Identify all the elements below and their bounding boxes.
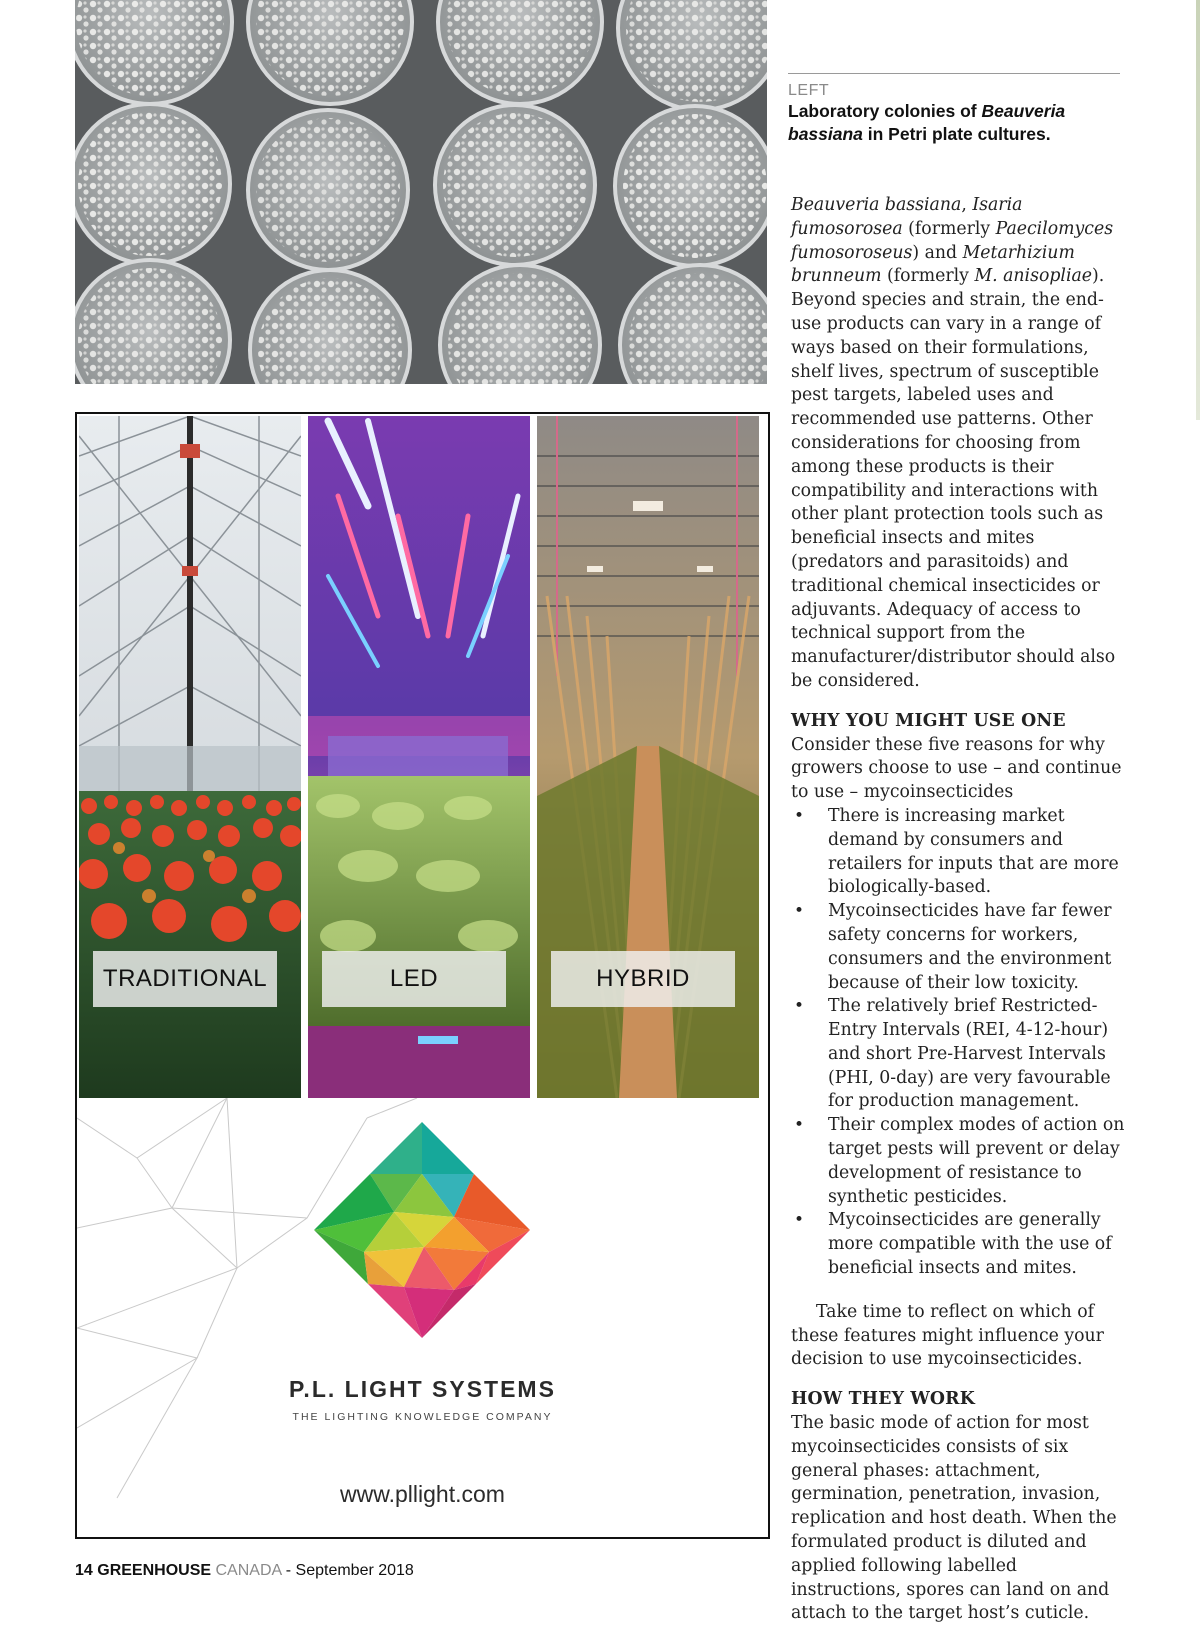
panel-label-traditional: TRADITIONAL xyxy=(93,951,277,1007)
species-name: Paecilomyces fumosoroseus xyxy=(791,218,1114,263)
magazine-region: CANADA xyxy=(215,1562,282,1579)
reasons-list xyxy=(791,805,1131,1281)
magazine-name: GREENHOUSE xyxy=(97,1562,212,1579)
page-number: 14 xyxy=(75,1562,93,1579)
ad-panel-hybrid xyxy=(537,416,759,1098)
list-item: • The relatively brief Restricted-Entry Intervals (REI, 4-12-hour) and short Pre-Harvest Intervals (PHI, 0-day) are very favourable for production management. xyxy=(791,995,1131,1114)
panel-label-led: LED xyxy=(322,951,506,1007)
company-tagline: THE LIGHTING KNOWLEDGE COMPANY xyxy=(292,1411,553,1423)
text-run: , xyxy=(961,195,973,215)
company-website-link[interactable]: www.pllight.com xyxy=(340,1481,505,1507)
pl-light-logo-icon xyxy=(314,1122,530,1338)
caption-text-part: Laboratory colonies of xyxy=(788,101,982,121)
list-item: • Mycoinsecticides have far fewer safety concerns for workers, consumers and the environment because of their low toxicity. xyxy=(791,900,1131,995)
paragraph-reflect: Take time to reflect on which of these features might influence your decision to use mycoinsecticides. xyxy=(791,1301,1104,1370)
pl-light-advertisement[interactable] xyxy=(75,412,770,1539)
section-heading-why: WHY YOU MIGHT USE ONE xyxy=(791,710,1066,731)
list-item: • There is increasing market demand by consumers and retailers for inputs that are more biologically-based. xyxy=(791,805,1131,900)
caption-species-name: Beauveria bassiana xyxy=(788,101,1066,144)
list-item: • Their complex modes of action on target pests will prevent or delay development of resistance to synthetic pesticides. xyxy=(791,1114,1131,1209)
issue-date: - September 2018 xyxy=(285,1562,414,1579)
species-name: Isaria fumosorosea xyxy=(791,195,1023,239)
photo-caption xyxy=(788,73,1120,146)
species-name: Beauveria bassiana xyxy=(791,195,962,215)
paragraph-reasons-intro: Consider these five reasons for why growers choose to use – and continue to use – mycoinsecticides xyxy=(791,734,1122,803)
panel-label-hybrid: HYBRID xyxy=(551,951,735,1007)
list-item: • Mycoinsecticides are generally more compatible with the use of beneficial insects and mites. xyxy=(791,1209,1131,1280)
text-run: ) and xyxy=(912,242,963,263)
text-run: (formerly xyxy=(881,266,975,287)
petri-dish-photo xyxy=(75,0,767,384)
text-run: (formerly xyxy=(902,218,996,239)
company-name: P.L. LIGHT SYSTEMS xyxy=(289,1376,556,1402)
paragraph-species xyxy=(791,194,1131,694)
species-name: M. anisopliae xyxy=(974,266,1092,287)
article-body xyxy=(791,194,1131,1626)
ad-panel-led xyxy=(308,416,530,1098)
page-footer xyxy=(75,1562,414,1580)
section-heading-how: HOW THEY WORK xyxy=(791,1389,975,1410)
species-name: Metarhizium brunneum xyxy=(791,242,1075,287)
paragraph-mode-of-action: The basic mode of action for most mycoinsecticides consists of six general phases: attachment, germination, penetration, invasion, replication and host death. When the formulated product is diluted and applied following labelled instructions, spores can land on and attach to the target host’s cuticle. xyxy=(791,1413,1117,1624)
ad-panel-traditional xyxy=(79,416,301,1098)
text-run: ). Beyond species and strain, the end-use products can vary in a range of ways based on their formulations, shelf lives, spectrum of susceptible pest targets, labeled uses and recommended use patterns. Other considerations for choosing from among these products is their compatibility and interactions with other plant protection tools such as beneficial insects and mites (predators and parasitoids) and traditional chemical insecticides or adjuvants. Adequacy of access to technical support from the manufacturer/distributor should also be considered. xyxy=(791,266,1116,691)
caption-text-part: in Petri plate cultures. xyxy=(862,124,1051,144)
caption-label: LEFT xyxy=(788,82,830,99)
edge-decoration xyxy=(1196,0,1200,420)
caption-text xyxy=(788,100,1120,146)
